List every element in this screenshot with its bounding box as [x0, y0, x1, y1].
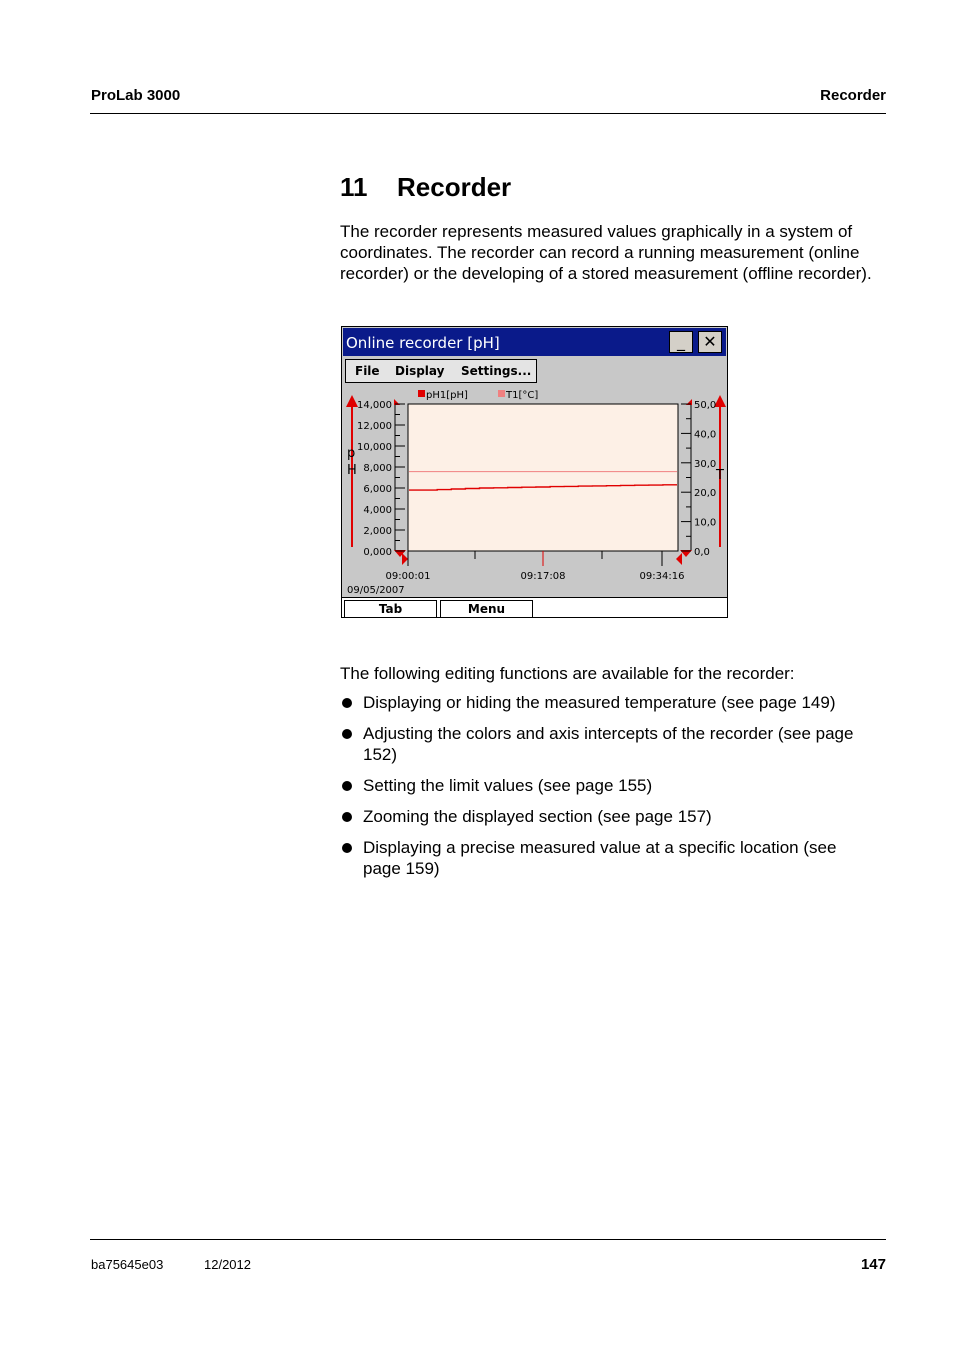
right-axis-label: T — [716, 468, 724, 483]
window-titlebar — [343, 328, 726, 356]
menu-settings[interactable]: Settings... — [461, 364, 532, 378]
left-tick-label: 14,000 — [357, 400, 392, 411]
x-axis-right-marker — [676, 553, 682, 565]
recorder-window — [341, 326, 728, 618]
list-item: Zooming the displayed section (see page 157) — [340, 806, 870, 827]
bullet-icon — [342, 812, 352, 822]
menu-bar — [345, 359, 537, 383]
left-tick-label: 8,000 — [363, 463, 392, 474]
menu-display[interactable]: Display — [395, 364, 445, 378]
left-tick-label: 2,000 — [363, 526, 392, 537]
chapter-heading — [340, 172, 511, 203]
header-product: ProLab 3000 — [91, 87, 181, 104]
recorder-chart — [342, 385, 727, 618]
right-tick-label: 10,0 — [694, 517, 717, 529]
footer-doc-number: ba75645e03 — [91, 1257, 164, 1272]
x-tick-label: 09:34:16 — [639, 571, 685, 582]
header-section: Recorder — [820, 87, 886, 104]
x-tick-label: 09:17:08 — [520, 571, 566, 582]
legend-label: T1[°C] — [506, 390, 539, 401]
intro-paragraph: The recorder represents measured values graphically in a system of coordinates. The recorder can record a running measurement (online recorder) or the developing of a stored measurement (offline recorder). — [340, 222, 872, 283]
tab-button[interactable]: Tab — [344, 600, 437, 618]
page-number: 147 — [860, 1256, 886, 1273]
list-item: Displaying a precise measured value at a specific location (see page 159) — [340, 837, 870, 879]
left-axis-label: p — [347, 446, 356, 461]
bullet-icon — [342, 843, 352, 853]
chapter-title: Recorder — [397, 172, 512, 202]
bullet-icon — [342, 781, 352, 791]
list-item: Adjusting the colors and axis intercepts of the recorder (see page 152) — [340, 723, 870, 765]
right-tick-label: 20,0 — [694, 488, 717, 500]
list-item: Displaying or hiding the measured temperature (see page 149) — [340, 692, 870, 713]
right-tick-label: 50,0 — [694, 400, 717, 411]
left-axis-label: H — [347, 463, 357, 478]
legend-swatch — [498, 390, 505, 397]
list-intro: The following editing functions are available for the recorder: — [340, 664, 795, 683]
window-title: Online recorder [pH] — [346, 334, 500, 352]
left-tick-label: 10,000 — [357, 442, 392, 453]
footer-date: 12/2012 — [204, 1257, 251, 1272]
left-tick-label: 6,000 — [363, 484, 392, 495]
functions-list — [340, 692, 870, 889]
legend-swatch — [418, 390, 425, 397]
close-button[interactable]: ✕ — [698, 331, 722, 353]
menu-button[interactable]: Menu — [440, 600, 533, 618]
footer-rule — [90, 1239, 886, 1240]
chapter-number: 11 — [340, 172, 368, 202]
x-tick-label: 09:00:01 — [385, 571, 431, 582]
header-rule — [90, 113, 886, 114]
right-tick-label: 40,0 — [694, 429, 717, 441]
legend-label: pH1[pH] — [426, 390, 468, 401]
left-tick-label: 4,000 — [363, 505, 392, 516]
right-tick-label: 0,0 — [694, 547, 710, 558]
bullet-icon — [342, 729, 352, 739]
minimize-button[interactable]: _ — [669, 331, 693, 353]
list-item: Setting the limit values (see page 155) — [340, 775, 870, 796]
soft-key-bar — [342, 597, 727, 618]
plot-area — [408, 404, 678, 551]
left-tick-label: 0,000 — [363, 547, 392, 558]
x-axis-left-marker — [402, 553, 408, 565]
date-label: 09/05/2007 — [347, 585, 405, 596]
right-tick-label: 30,0 — [694, 458, 717, 470]
bullet-icon — [342, 698, 352, 708]
menu-file[interactable]: File — [355, 364, 380, 378]
left-tick-label: 12,000 — [357, 421, 392, 432]
